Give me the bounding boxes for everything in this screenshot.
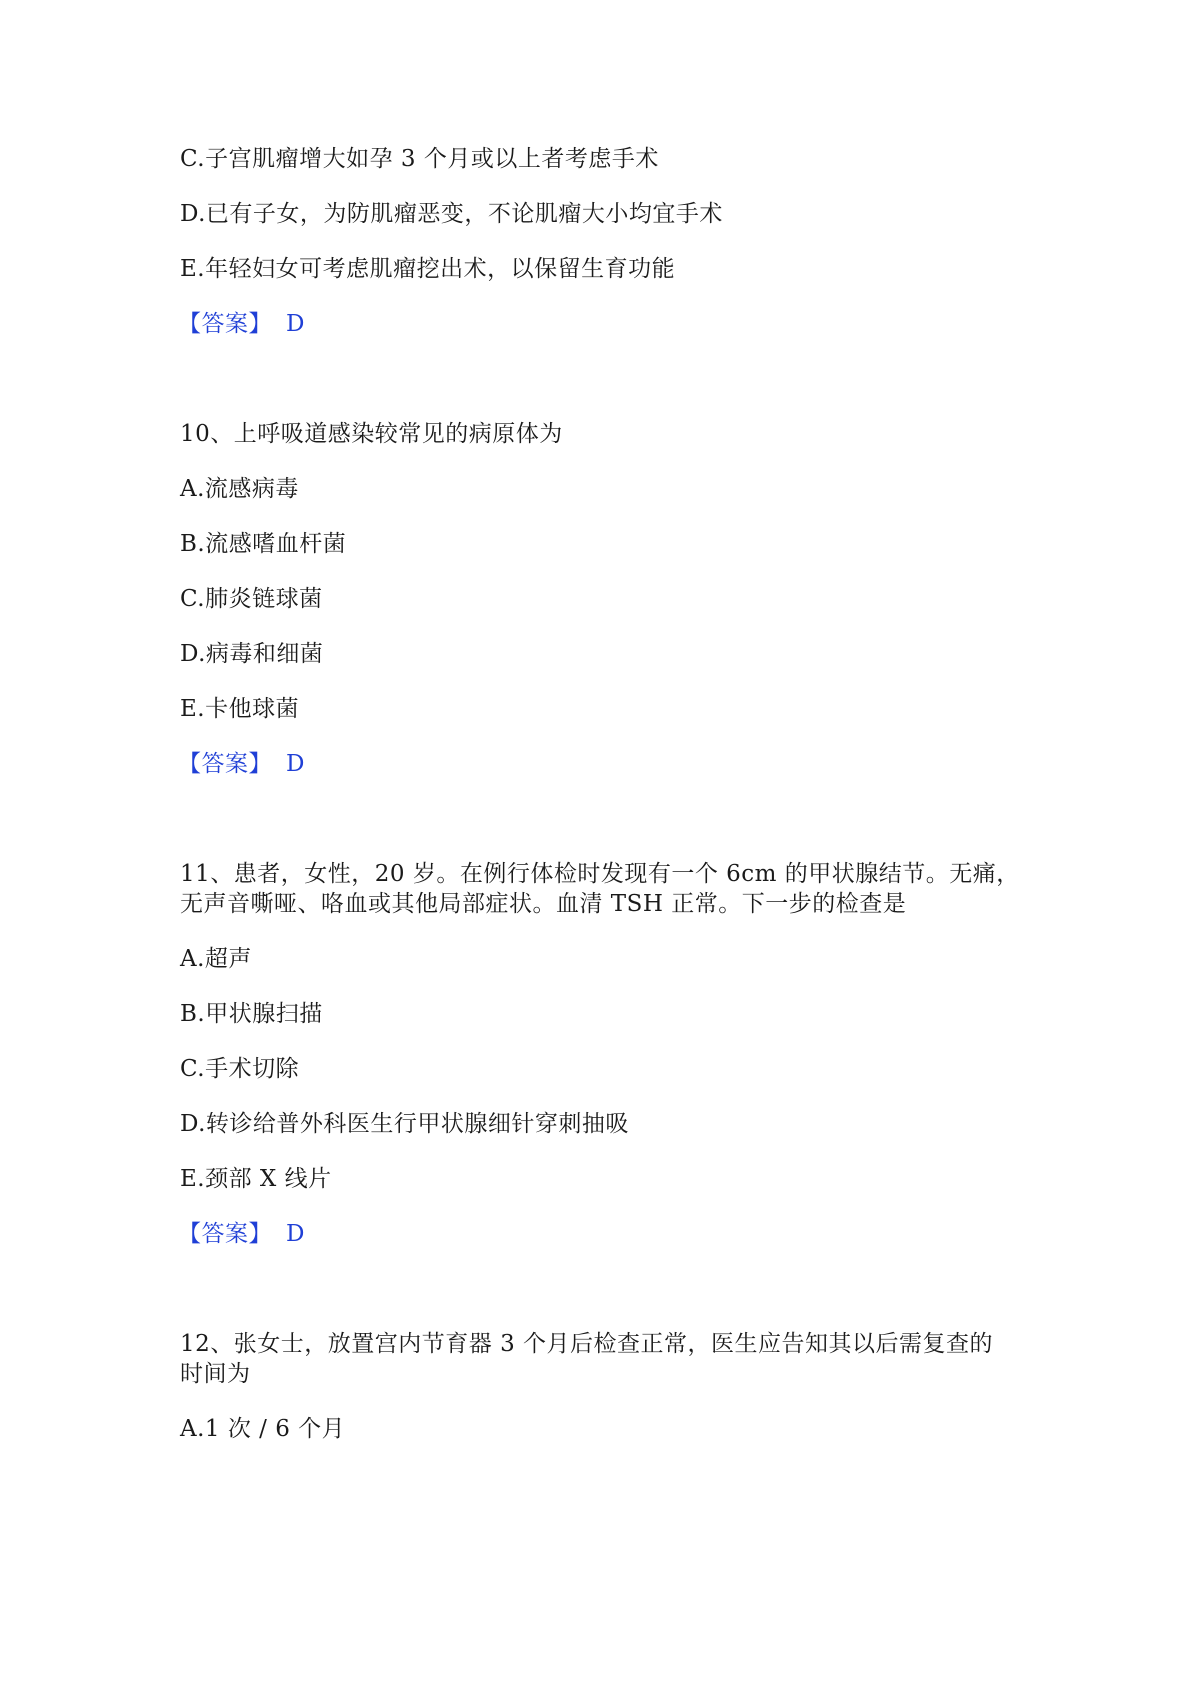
q11-answer bbox=[178, 1217, 305, 1251]
q11-option-c: C.手术切除 bbox=[180, 1056, 300, 1082]
q10-option-d: D.病毒和细菌 bbox=[180, 641, 324, 667]
q11-option-b: B.甲状腺扫描 bbox=[180, 1001, 323, 1027]
q10-option-a: A.流感病毒 bbox=[180, 476, 299, 502]
q12-question-line-1: 12、张女士，放置宫内节育器 3 个月后检查正常，医生应告知其以后需复查的 bbox=[180, 1331, 994, 1357]
q11-option-d: D.转诊给普外科医生行甲状腺细针穿刺抽吸 bbox=[180, 1111, 629, 1137]
q10-option-e: E.卡他球菌 bbox=[180, 696, 300, 722]
answer-label: 【答案】 bbox=[178, 751, 272, 777]
q10-answer bbox=[178, 747, 305, 781]
answer-value: D bbox=[286, 751, 305, 777]
q11-option-a: A.超声 bbox=[180, 946, 252, 972]
q12-question-line-2: 时间为 bbox=[180, 1361, 251, 1387]
answer-label: 【答案】 bbox=[178, 311, 272, 337]
q10-option-c: C.肺炎链球菌 bbox=[180, 586, 323, 612]
q9-answer bbox=[178, 307, 305, 341]
answer-value: D bbox=[286, 311, 305, 337]
q12-option-a: A.1 次 / 6 个月 bbox=[180, 1416, 346, 1442]
q11-option-e: E.颈部 X 线片 bbox=[180, 1166, 332, 1192]
q9-option-e: E.年轻妇女可考虑肌瘤挖出术，以保留生育功能 bbox=[180, 256, 676, 282]
answer-label: 【答案】 bbox=[178, 1221, 272, 1247]
q11-question-line-2: 无声音嘶哑、咯血或其他局部症状。血清 TSH 正常。下一步的检查是 bbox=[180, 891, 907, 917]
q9-option-d: D.已有子女，为防肌瘤恶变，不论肌瘤大小均宜手术 bbox=[180, 201, 723, 227]
q9-option-c: C.子宫肌瘤增大如孕 3 个月或以上者考虑手术 bbox=[180, 146, 659, 172]
q10-option-b: B.流感嗜血杆菌 bbox=[180, 531, 347, 557]
q10-question: 10、上呼吸道感染较常见的病原体为 bbox=[180, 421, 563, 447]
answer-value: D bbox=[286, 1221, 305, 1247]
q11-question-line-1: 11、患者，女性，20 岁。在例行体检时发现有一个 6cm 的甲状腺结节。无痛， bbox=[180, 861, 1020, 887]
